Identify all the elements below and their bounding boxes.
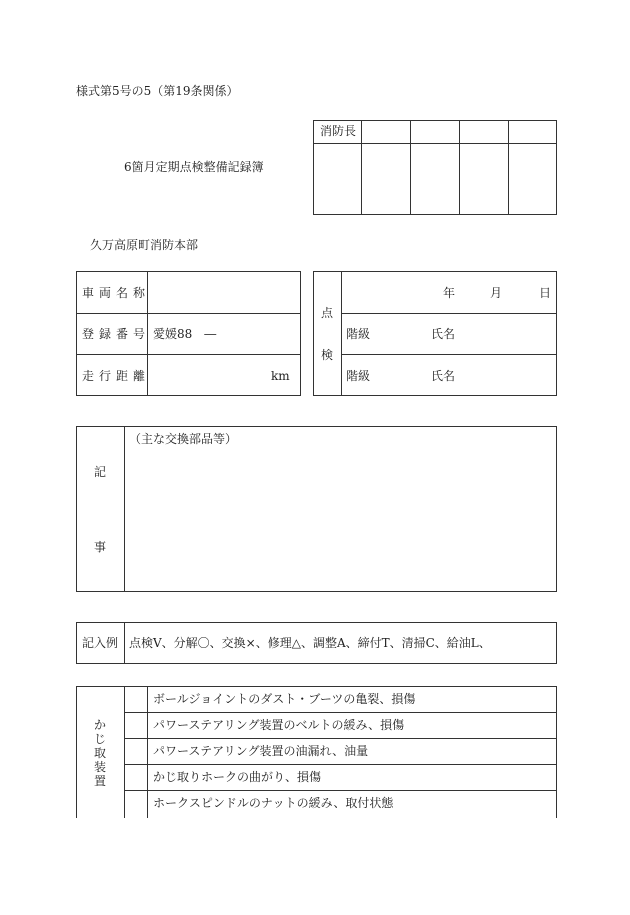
mileage-label: 走行距離 <box>82 369 151 383</box>
notes-hint: （主な交換部品等） <box>129 432 238 446</box>
department-name: 久万高原町消防本部 <box>90 238 199 252</box>
rank-label: 階級 <box>346 327 371 341</box>
name-label: 氏名 <box>431 369 456 383</box>
check-cell[interactable] <box>125 765 146 789</box>
year-label: 年 <box>443 286 456 300</box>
day-label: 日 <box>539 286 552 300</box>
notes-label-2: 事 <box>94 540 107 554</box>
notes-label-1: 記 <box>94 465 107 479</box>
legend-label: 記入例 <box>82 636 119 650</box>
check-cell[interactable] <box>125 791 146 815</box>
form-number: 様式第5号の5（第19条関係） <box>76 84 239 98</box>
chief-stamp-cell[interactable] <box>314 144 360 214</box>
check-cell[interactable] <box>125 739 146 763</box>
stamp-cell[interactable] <box>509 144 556 214</box>
steering-label: かじ取装置 <box>94 718 107 788</box>
vehicle-name-label: 車両名称 <box>82 286 151 300</box>
checklist-item: ホークスピンドルのナットの緩み、取付状態 <box>153 796 394 810</box>
page-title: 6箇月定期点検整備記録簿 <box>124 160 264 174</box>
chief-label: 消防長 <box>320 124 357 138</box>
stamp-cell[interactable] <box>460 144 507 214</box>
stamp-cell[interactable] <box>411 144 458 214</box>
inspection-label-1: 点 <box>321 306 334 320</box>
stamp-cell[interactable] <box>362 144 409 214</box>
checklist-item: ボールジョイントのダスト・ブーツの亀裂、損傷 <box>153 692 416 706</box>
rank-label: 階級 <box>346 369 371 383</box>
inspection-label-2: 検 <box>321 348 334 362</box>
registration-value[interactable]: 愛媛88 ― <box>153 327 217 341</box>
vehicle-name-field[interactable] <box>148 272 300 312</box>
mileage-unit: km <box>271 369 290 383</box>
checklist-item: パワーステアリング装置の油漏れ、油量 <box>153 744 369 758</box>
checklist-item: パワーステアリング装置のベルトの緩み、損傷 <box>153 718 405 732</box>
registration-label: 登録番号 <box>82 327 151 341</box>
legend-text: 点検V、分解〇、交換×、修理△、調整A、締付T、清掃C、給油L、 <box>129 636 491 650</box>
check-cell[interactable] <box>125 687 146 711</box>
mileage-field[interactable] <box>148 355 266 395</box>
month-label: 月 <box>490 286 503 300</box>
checklist-item: かじ取りホークの曲がり、損傷 <box>153 770 322 784</box>
notes-field[interactable] <box>125 448 556 591</box>
check-cell[interactable] <box>125 713 146 737</box>
name-label: 氏名 <box>431 327 456 341</box>
